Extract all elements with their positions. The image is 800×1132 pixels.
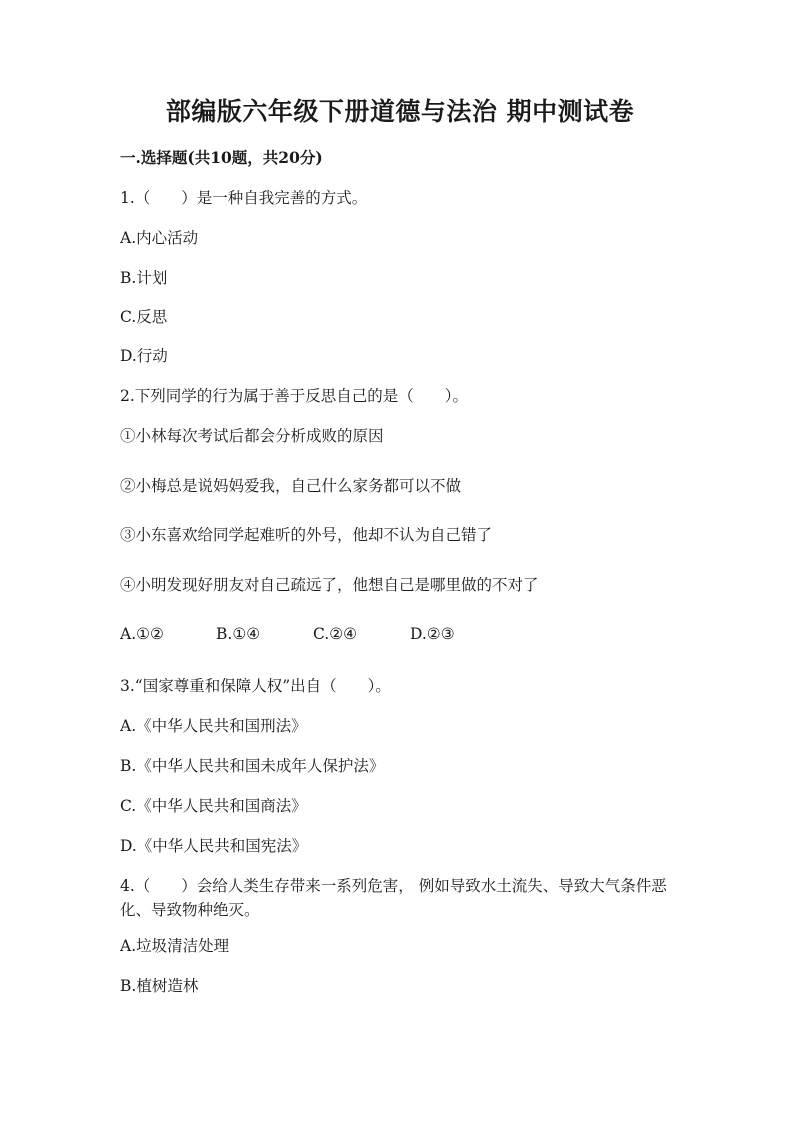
question-3-option-d: D.《中华人民共和国宪法》 [120,837,308,855]
question-1-option-d: D.行动 [120,347,168,365]
question-2-option-a: A.①② [120,625,164,643]
question-2-statement-3: ③小东喜欢给同学起难听的外号，他却不认为自己错了 [120,526,493,544]
question-3-option-c: C.《中华人民共和国商法》 [120,797,307,815]
question-4-option-a: A.垃圾清洁处理 [120,937,230,955]
question-1-option-a: A.内心活动 [120,229,199,247]
question-2-stem: 2.下列同学的行为属于善于反思自己的是（ ）。 [120,387,469,405]
question-2-option-c: C.②④ [313,625,358,643]
question-2-option-d: D.②③ [410,625,455,643]
question-2-statement-1: ①小林每次考试后都会分析成败的原因 [120,427,384,445]
question-4-option-b: B.植树造林 [120,977,199,995]
page-title: 部编版六年级下册道德与法治 期中测试卷 [165,97,635,126]
question-2-statement-2: ②小梅总是说妈妈爱我，自己什么家务都可以不做 [120,477,462,495]
question-1-option-b: B.计划 [120,269,168,287]
section-heading: 一.选择题(共10题，共20分) [120,148,323,167]
question-2-option-b: B.①④ [216,625,261,643]
question-3-stem: 3.“国家尊重和保障人权”出自（ ）。 [120,677,391,695]
question-3-option-b: B.《中华人民共和国未成年人保护法》 [120,757,385,775]
question-2-statement-4: ④小明发现好朋友对自己疏远了，他想自己是哪里做的不对了 [120,576,539,594]
question-1-stem: 1.（ ）是一种自我完善的方式。 [120,189,368,207]
question-4-stem: 4.（ ）会给人类生存带来一系列危害， 例如导致水土流失、导致大气条件恶化、导致物种绝灭。 [120,877,667,919]
question-3-option-a: A.《中华人民共和国刑法》 [120,717,307,735]
question-1-option-c: C.反思 [120,308,168,326]
